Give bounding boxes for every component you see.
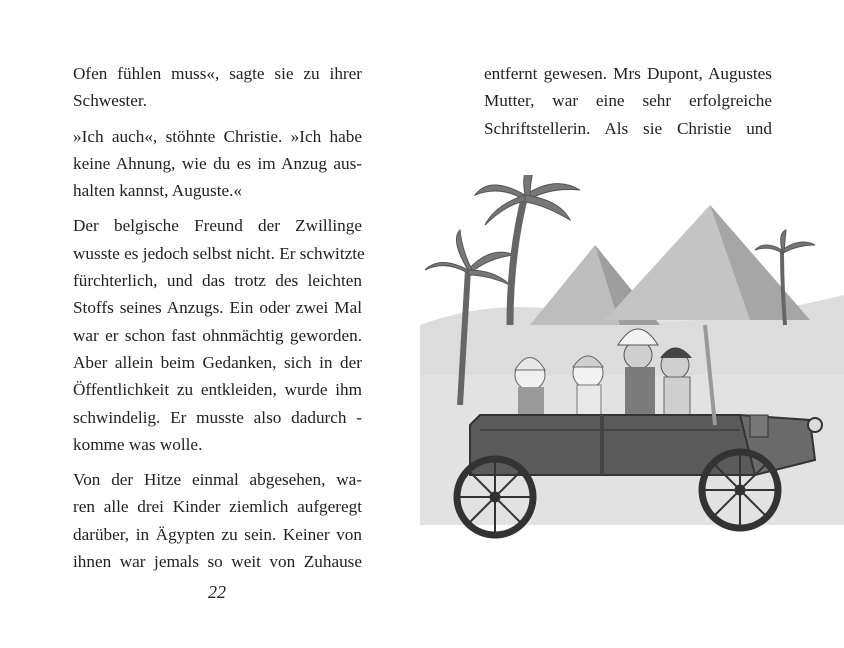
text-line: war er schon fast ohnmächtig geworden. (73, 325, 362, 345)
text-line: halten kannst, Auguste.« (73, 181, 242, 201)
text-line: Ofen fühlen muss«, sagte sie zu ihrer (73, 64, 362, 83)
text-line: Von der Hitze einmal abgesehen, wa- (73, 470, 362, 490)
text-line: Schriftstellerin. Als sie Christie und (484, 118, 772, 138)
illustration-car-pyramids (420, 175, 844, 555)
text-line: Der belgische Freund der Zwillinge (73, 216, 362, 236)
text-line: Aber allein beim Gedanken, sich in der (73, 352, 362, 372)
text-line: keine Ahnung, wie du es im Anzug aus- (73, 153, 362, 173)
wheel-front (702, 452, 778, 528)
text-line: darüber, in Ägypten zu sein. Keiner von (73, 524, 362, 544)
right-page-text (484, 60, 772, 142)
text-line: wusste es jedoch selbst nicht. Er schwitzte (73, 243, 365, 263)
text-line: Stoffs seines Anzugs. Ein oder zwei Mal (73, 298, 362, 318)
text-line: komme was wolle. (73, 434, 203, 454)
text-line: ren alle drei Kinder ziemlich aufgeregt (73, 497, 362, 517)
text-line: Mutter, war eine sehr erfolgreiche (484, 91, 772, 111)
page-number: 22 (208, 582, 226, 602)
text-line: entfernt gewesen. Mrs Dupont, Augustes (484, 64, 772, 83)
text-line: ihnen war jemals so weit von Zuhause (73, 552, 362, 572)
wheel-rear (457, 459, 533, 535)
text-line: »Ich auch«, stöhnte Christie. »Ich habe (73, 126, 362, 146)
left-page-text (73, 60, 365, 575)
text-line: schwindelig. Er musste also dadurch - (73, 407, 362, 427)
text-line: fürchterlich, und das trotz des leichten (73, 271, 362, 291)
text-line: Schwester. (73, 91, 147, 111)
text-line: Öffentlichkeit zu entkleiden, wurde ihm (73, 380, 362, 400)
